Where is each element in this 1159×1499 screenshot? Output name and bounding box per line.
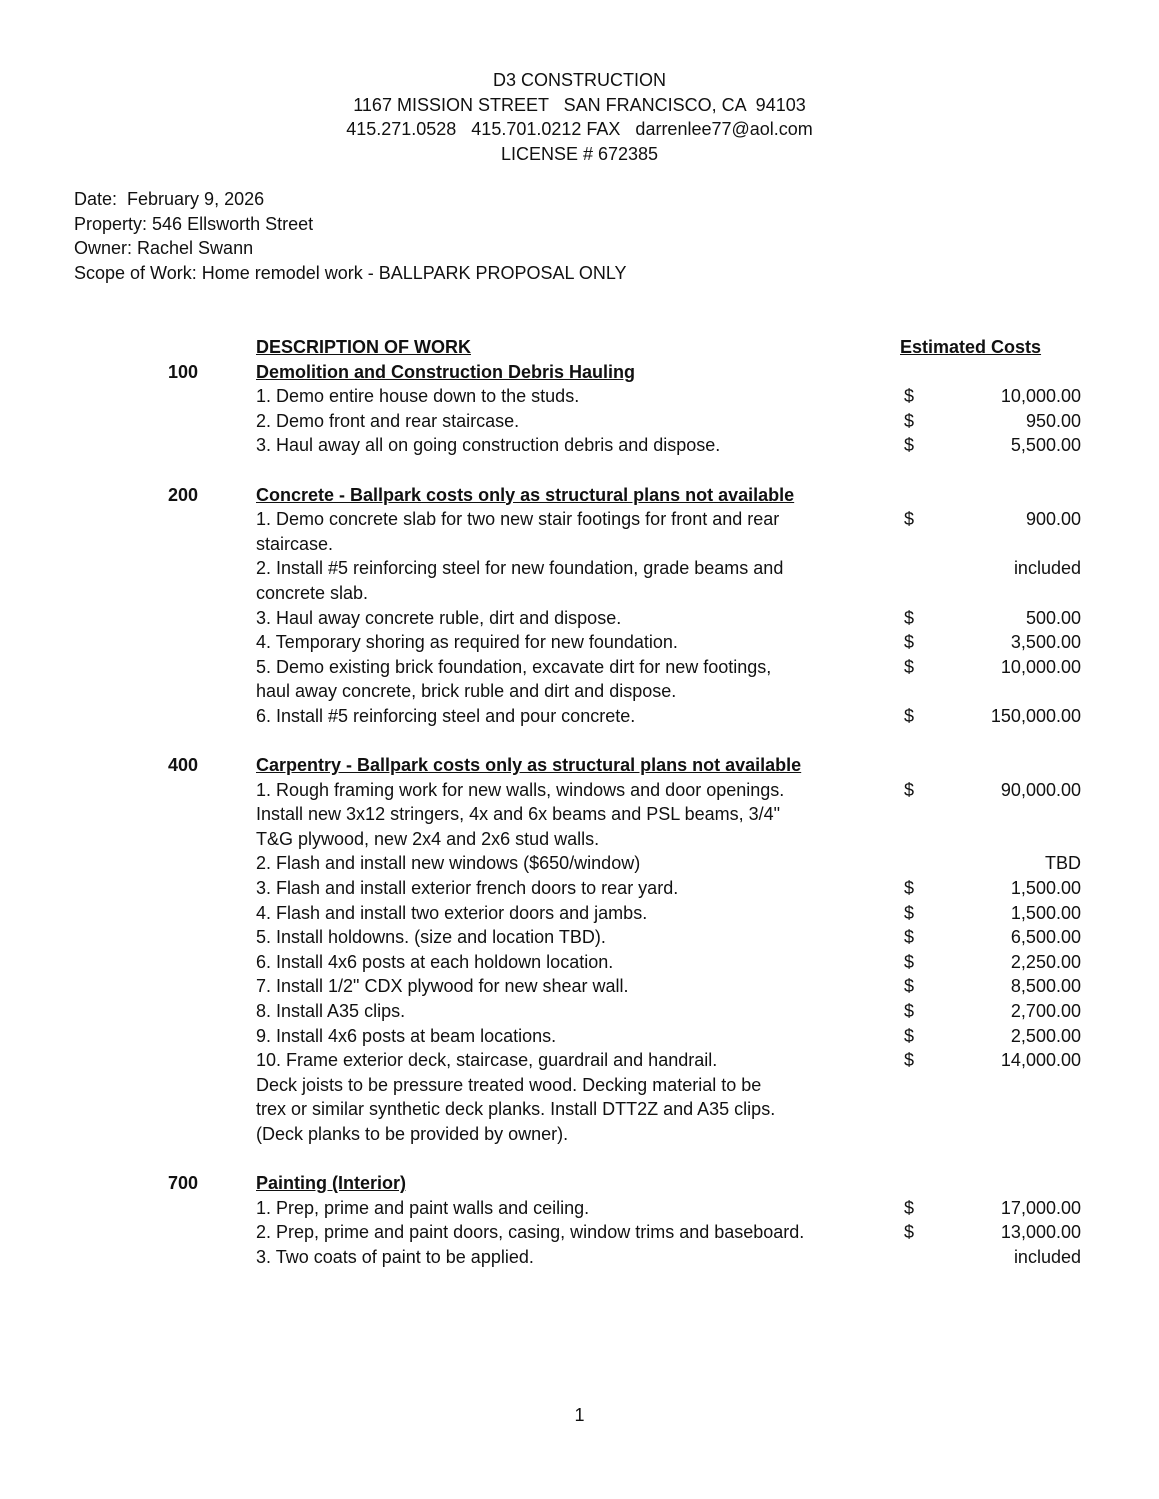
- line-item-row: [0, 1073, 1159, 1098]
- line-item-row: [0, 851, 1159, 876]
- line-item-text: 3. Haul away concrete ruble, dirt and dispose.: [256, 607, 622, 628]
- line-item-row: [0, 778, 1159, 803]
- section-code: 100: [168, 361, 199, 382]
- line-item-row: [0, 433, 1159, 458]
- section-code: 200: [168, 484, 199, 505]
- line-item-amount: 1,500.00: [1010, 878, 1081, 899]
- company-name: D3 CONSTRUCTION: [492, 70, 666, 90]
- proposal-date: Date: February 9, 2026: [74, 189, 265, 209]
- dollar-sign: $: [904, 435, 915, 456]
- section-title: Concrete - Ballpark costs only as structural plans not available: [256, 484, 795, 505]
- dollar-sign: $: [904, 976, 915, 997]
- dollar-sign: $: [904, 878, 915, 899]
- line-item-row: [0, 802, 1159, 827]
- section-spacer: [0, 458, 1159, 483]
- line-item-row: [0, 384, 1159, 409]
- proposal-meta: [74, 187, 627, 285]
- line-item-amount: 2,500.00: [1010, 1025, 1081, 1046]
- dollar-sign: $: [904, 1001, 915, 1022]
- line-item-amount: 17,000.00: [1000, 1197, 1081, 1218]
- line-item-amount: 5,500.00: [1010, 435, 1081, 456]
- section-header-row: [0, 483, 1159, 508]
- line-item-row: [0, 999, 1159, 1024]
- dollar-sign: $: [904, 927, 915, 948]
- section-header-row: [0, 753, 1159, 778]
- line-item-amount: 14,000.00: [1000, 1050, 1081, 1071]
- line-item-row: [0, 655, 1159, 680]
- line-item-row: [0, 1024, 1159, 1049]
- line-item-row: [0, 827, 1159, 852]
- page-number: 1: [574, 1405, 585, 1425]
- line-item-amount: included: [1013, 1246, 1081, 1267]
- table-header-row: [0, 335, 1159, 360]
- section-header-row: [0, 360, 1159, 385]
- line-item-text: trex or similar synthetic deck planks. Install DTT2Z and A35 clips.: [256, 1099, 776, 1120]
- section-header-row: [0, 1171, 1159, 1196]
- line-item-row: [0, 1122, 1159, 1147]
- dollar-sign: $: [904, 705, 915, 726]
- dollar-sign: $: [904, 1222, 915, 1243]
- work-table: [0, 335, 1159, 1270]
- line-item-amount: TBD: [1045, 853, 1081, 874]
- line-item-amount: 10,000.00: [1000, 386, 1081, 407]
- dollar-sign: $: [904, 902, 915, 923]
- line-item-row: [0, 679, 1159, 704]
- dollar-sign: $: [904, 410, 915, 431]
- line-item-text: 1. Demo concrete slab for two new stair footings for front and rear: [256, 509, 780, 530]
- line-item-row: [0, 1245, 1159, 1270]
- line-item-amount: 900.00: [1025, 509, 1081, 530]
- section-code: 400: [168, 755, 199, 776]
- line-item-row: [0, 901, 1159, 926]
- line-item-row: [0, 556, 1159, 581]
- dollar-sign: $: [904, 509, 915, 530]
- dollar-sign: $: [904, 386, 915, 407]
- cost-column-header: Estimated Costs: [900, 337, 1042, 357]
- line-item-text: 1. Rough framing work for new walls, windows and door openings.: [256, 779, 785, 800]
- line-item-amount: 3,500.00: [1010, 632, 1081, 653]
- line-item-row: [0, 507, 1159, 532]
- line-item-text: haul away concrete, brick ruble and dirt and dispose.: [256, 681, 677, 702]
- line-item-row: [0, 925, 1159, 950]
- line-item-row: [0, 532, 1159, 557]
- line-item-text: 1. Prep, prime and paint walls and ceiling.: [256, 1197, 590, 1218]
- line-item-amount: 2,250.00: [1010, 951, 1081, 972]
- dollar-sign: $: [904, 632, 915, 653]
- dollar-sign: $: [904, 1197, 915, 1218]
- dollar-sign: $: [904, 951, 915, 972]
- line-item-amount: 8,500.00: [1010, 976, 1081, 997]
- line-item-text: 6. Install 4x6 posts at each holdown location.: [256, 951, 614, 972]
- line-item-row: [0, 1048, 1159, 1073]
- line-item-text: 6. Install #5 reinforcing steel and pour concrete.: [256, 705, 636, 726]
- line-item-text: (Deck planks to be provided by owner).: [256, 1124, 569, 1144]
- section-code: 700: [168, 1173, 199, 1194]
- line-item-text: Deck joists to be pressure treated wood. Decking material to be: [256, 1074, 762, 1095]
- section-spacer: [0, 729, 1159, 754]
- section-title: Painting (Interior): [256, 1173, 406, 1194]
- line-item-amount: 6,500.00: [1010, 927, 1081, 948]
- company-contact: 415.271.0528 415.701.0212 FAX darrenlee77@aol.com: [346, 119, 813, 140]
- description-column-header: DESCRIPTION OF WORK: [256, 337, 471, 357]
- line-item-row: [0, 606, 1159, 631]
- line-item-text: 2. Prep, prime and paint doors, casing, window trims and baseboard.: [256, 1222, 805, 1243]
- line-item-row: [0, 704, 1159, 729]
- line-item-amount: 1,500.00: [1010, 902, 1081, 923]
- line-item-text: 5. Demo existing brick foundation, excavate dirt for new footings,: [256, 656, 772, 677]
- line-item-row: [0, 876, 1159, 901]
- line-item-row: [0, 1220, 1159, 1245]
- dollar-sign: $: [904, 779, 915, 800]
- line-item-text: 4. Temporary shoring as required for new foundation.: [256, 632, 678, 653]
- line-item-text: staircase.: [256, 533, 334, 554]
- line-item-row: [0, 974, 1159, 999]
- line-item-text: 8. Install A35 clips.: [256, 1001, 406, 1022]
- line-item-amount: 950.00: [1025, 410, 1081, 431]
- line-item-row: [0, 950, 1159, 975]
- line-item-amount: included: [1013, 558, 1081, 579]
- line-item-amount: 10,000.00: [1000, 656, 1081, 677]
- proposal-scope: Scope of Work: Home remodel work - BALLPARK PROPOSAL ONLY: [74, 262, 627, 283]
- line-item-text: 4. Flash and install two exterior doors and jambs.: [256, 902, 648, 923]
- line-item-row: [0, 409, 1159, 434]
- line-item-text: 2. Install #5 reinforcing steel for new foundation, grade beams and: [256, 558, 784, 579]
- line-item-text: Install new 3x12 stringers, 4x and 6x beams and PSL beams, 3/4": [256, 804, 781, 825]
- line-item-text: 3. Two coats of paint to be applied.: [256, 1246, 534, 1267]
- line-item-amount: 500.00: [1025, 607, 1081, 628]
- line-item-amount: 90,000.00: [1000, 779, 1081, 800]
- line-item-row: [0, 1196, 1159, 1221]
- dollar-sign: $: [904, 607, 915, 628]
- line-item-text: 9. Install 4x6 posts at beam locations.: [256, 1025, 557, 1046]
- line-item-row: [0, 581, 1159, 606]
- dollar-sign: $: [904, 656, 915, 677]
- line-item-text: 10. Frame exterior deck, staircase, guardrail and handrail.: [256, 1050, 718, 1071]
- line-item-text: 7. Install 1/2" CDX plywood for new shear wall.: [256, 976, 629, 997]
- dollar-sign: $: [904, 1025, 915, 1046]
- section-spacer: [0, 1147, 1159, 1172]
- line-item-text: 5. Install holdowns. (size and location TBD).: [256, 927, 606, 948]
- line-item-text: T&G plywood, new 2x4 and 2x6 stud walls.: [256, 828, 600, 849]
- line-item-amount: 13,000.00: [1000, 1222, 1081, 1243]
- company-header: [0, 68, 1159, 166]
- company-address: 1167 MISSION STREET SAN FRANCISCO, CA 94103: [353, 94, 806, 115]
- line-item-text: 1. Demo entire house down to the studs.: [256, 386, 580, 407]
- line-item-text: 3. Haul away all on going construction debris and dispose.: [256, 435, 721, 456]
- line-item-text: concrete slab.: [256, 582, 369, 603]
- line-item-amount: 150,000.00: [990, 705, 1081, 726]
- line-item-amount: 2,700.00: [1010, 1001, 1081, 1022]
- line-item-text: 3. Flash and install exterior french doors to rear yard.: [256, 878, 679, 899]
- line-item-text: 2. Demo front and rear staircase.: [256, 410, 520, 431]
- company-license: LICENSE # 672385: [500, 143, 659, 164]
- line-item-text: 2. Flash and install new windows ($650/window): [256, 853, 641, 874]
- section-title: Carpentry - Ballpark costs only as structural plans not available: [256, 755, 802, 776]
- dollar-sign: $: [904, 1050, 915, 1071]
- section-title: Demolition and Construction Debris Hauling: [256, 361, 636, 382]
- proposal-owner: Owner: Rachel Swann: [74, 238, 254, 259]
- line-item-row: [0, 1097, 1159, 1122]
- line-item-row: [0, 630, 1159, 655]
- proposal-property: Property: 546 Ellsworth Street: [74, 213, 314, 234]
